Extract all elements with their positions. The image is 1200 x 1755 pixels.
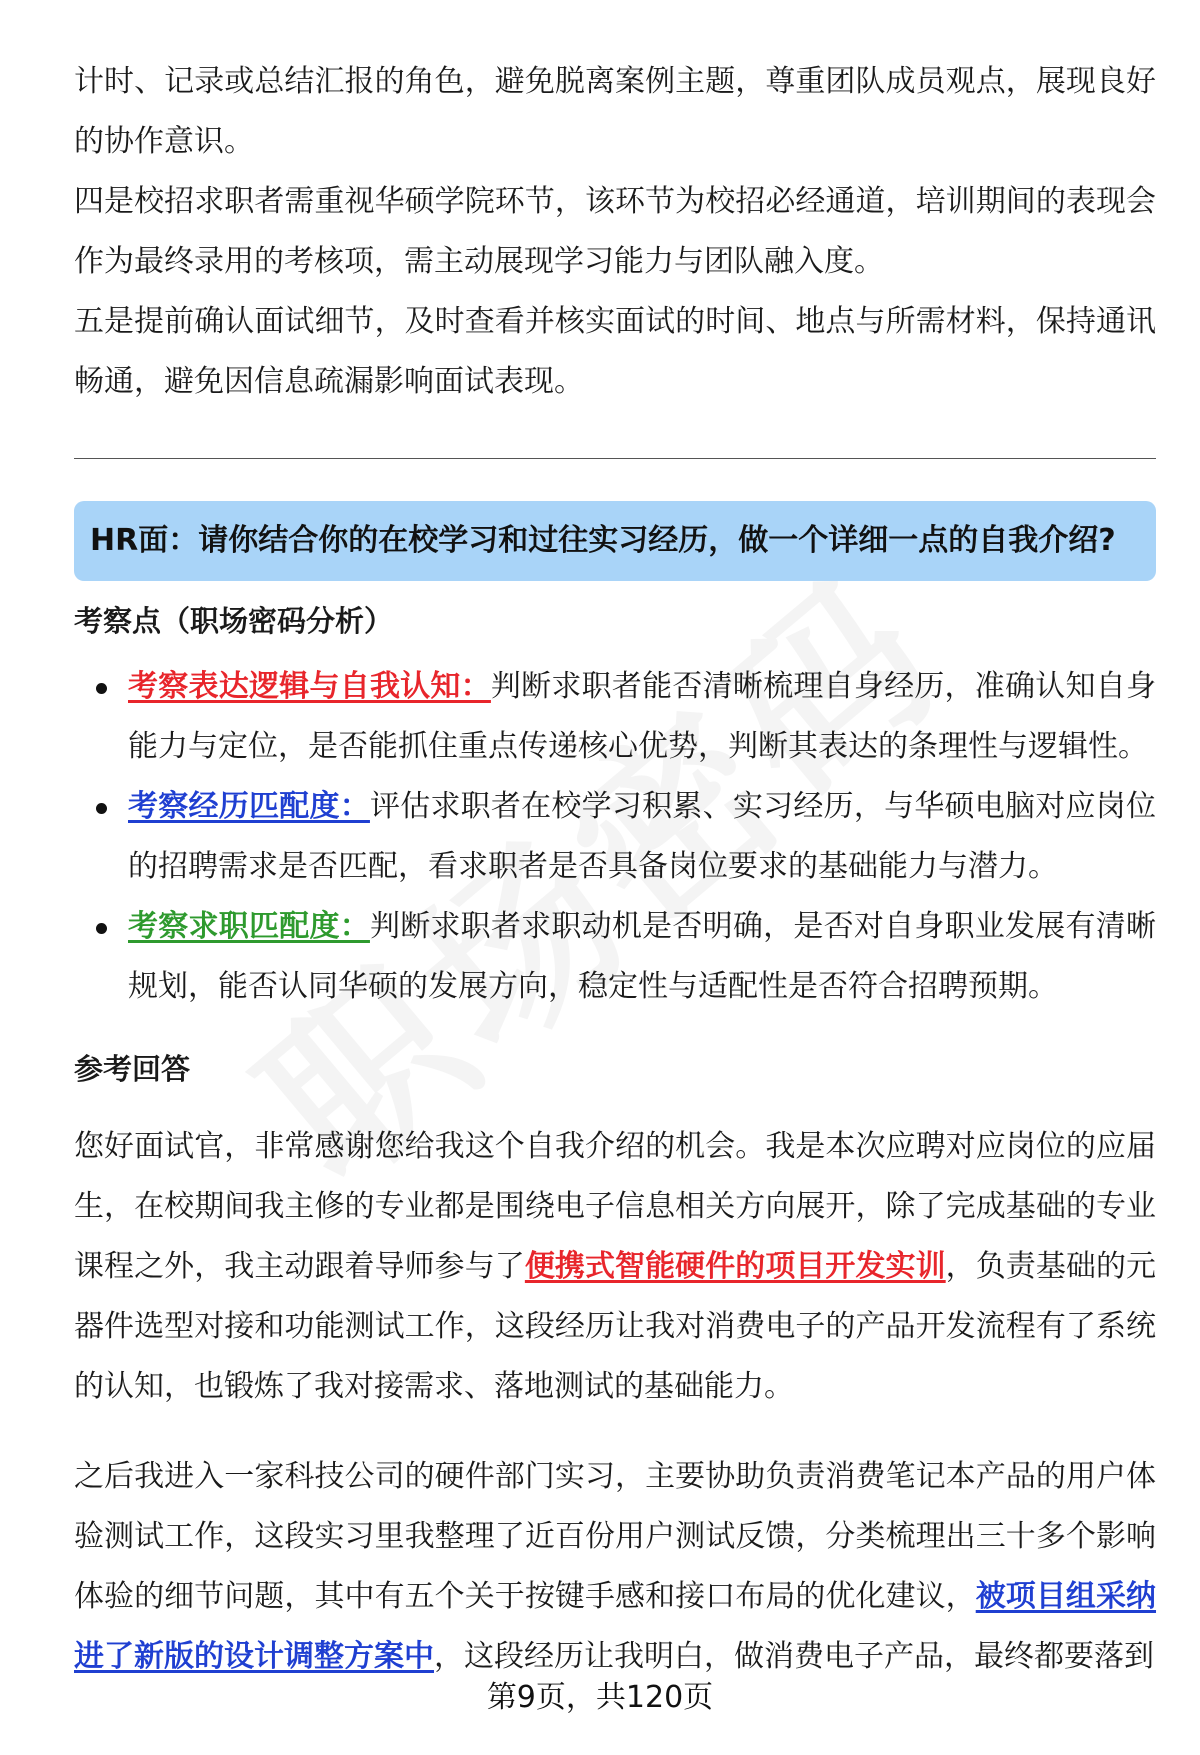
section-divider <box>74 458 1156 459</box>
answer-text: 之后我进入一家科技公司的硬件部门实习，主要协助负责消费笔记本产品的用户体验测试工作，这段实习里我整理了近百份用户测试反馈，分类梳理出三十多个影响体验的细节问题，其中有五个关于按键手感和接口布局的优化建议， <box>74 1459 1156 1614</box>
analysis-item <box>74 897 1156 1017</box>
document-body <box>74 52 1156 1687</box>
analysis-item-text: 评估求职者在校学习积累、实习经历，与华硕电脑对应岗位的招聘需求是否匹配，看求职者是否具备岗位要求的基础能力与潜力。 <box>128 789 1157 884</box>
answer-text: ，这段经历让我明白，做消费电子产品，最终都要落到 <box>434 1639 1154 1674</box>
answer-highlight: 被项目组采纳进了新版的设计调整方案中 <box>74 1579 1157 1674</box>
answer-text: ，负责基础的元器件选型对接和功能测试工作，这段经历让我对消费电子的产品开发流程有了系统的认知，也锻炼了我对接需求、落地测试的基础能力。 <box>74 1249 1157 1404</box>
answer-highlight: 便携式智能硬件的项目开发实训 <box>524 1249 946 1284</box>
analysis-heading: 考察点（职场密码分析） <box>74 604 394 638</box>
analysis-item-label: 考察表达逻辑与自我认知： <box>128 669 491 704</box>
analysis-list <box>74 657 1156 1017</box>
answer-paragraph <box>74 1117 1156 1417</box>
analysis-item-label: 考察求职匹配度： <box>128 909 370 944</box>
analysis-item-label: 考察经历匹配度： <box>128 789 370 824</box>
intro-paragraph: 计时、记录或总结汇报的角色，避免脱离案例主题，尊重团队成员观点，展现良好的协作意识。 <box>74 64 1156 159</box>
page-footer: 第9页，共120页 <box>486 1680 714 1715</box>
answer-heading: 参考回答 <box>74 1052 191 1086</box>
question-box <box>74 501 1156 581</box>
question-text: HR面：请你结合你的在校学习和过往实习经历，做一个详细一点的自我介绍? <box>90 523 1116 558</box>
answer-paragraph <box>74 1447 1156 1687</box>
bullet-dot-icon <box>96 923 107 934</box>
analysis-item-text: 判断求职者求职动机是否明确，是否对自身职业发展有清晰规划，能否认同华硕的发展方向，稳定性与适配性是否符合招聘预期。 <box>128 909 1157 1004</box>
analysis-item <box>74 777 1156 897</box>
answer-text: 您好面试官，非常感谢您给我这个自我介绍的机会。我是本次应聘对应岗位的应届生，在校期间我主修的专业都是围绕电子信息相关方向展开，除了完成基础的专业课程之外，我主动跟着导师参与了 <box>74 1129 1156 1284</box>
intro-paragraph: 四是校招求职者需重视华硕学院环节，该环节为校招必经通道，培训期间的表现会作为最终录用的考核项，需主动展现学习能力与团队融入度。 <box>74 184 1156 279</box>
intro-paragraph: 五是提前确认面试细节，及时查看并核实面试的时间、地点与所需材料，保持通讯畅通，避免因信息疏漏影响面试表现。 <box>74 304 1156 399</box>
bullet-dot-icon <box>96 803 107 814</box>
analysis-item-text: 判断求职者能否清晰梳理自身经历，准确认知自身能力与定位，是否能抓住重点传递核心优势，判断其表达的条理性与逻辑性。 <box>128 669 1157 764</box>
analysis-item <box>74 657 1156 777</box>
bullet-dot-icon <box>96 683 107 694</box>
